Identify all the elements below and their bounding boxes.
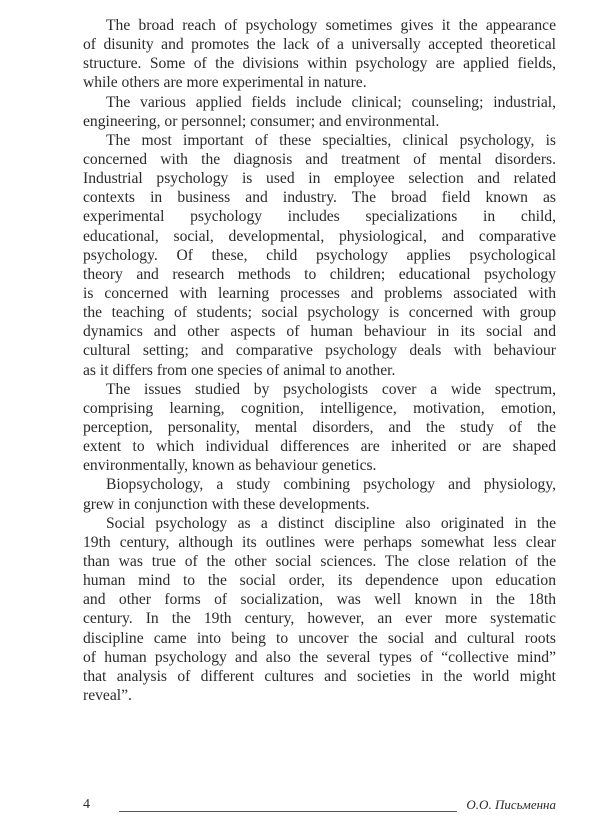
- text-line: extent to which individual differences are inherited or are shaped: [83, 438, 556, 456]
- text-line: of human psychology and also the several types of “collective mind”: [83, 648, 556, 666]
- text-line: discipline came into being to uncover the social and cultural roots: [83, 629, 556, 647]
- paragraph: [83, 93, 556, 131]
- paragraph: [83, 380, 556, 476]
- text-line: structure. Some of the divisions within psychology are applied fields,: [83, 55, 556, 73]
- paragraph: [83, 514, 556, 705]
- page-number: 4: [83, 797, 90, 812]
- paragraph: [83, 131, 556, 380]
- footer-divider: [119, 811, 457, 812]
- text-line: The issues studied by psychologists cover a wide spectrum,: [106, 380, 556, 398]
- text-line: contexts in business and industry. The broad field known as: [83, 189, 556, 207]
- text-line: psychology. Of these, child psychology applies psychological: [83, 246, 556, 264]
- text-line: and other forms of socialization, was well known in the 18th: [83, 591, 556, 609]
- text-line: reveal”.: [83, 686, 132, 704]
- body-text: [83, 16, 556, 705]
- text-line: experimental psychology includes specializations in child,: [83, 208, 556, 226]
- page-footer: [83, 797, 556, 817]
- text-line: environmentally, known as behaviour genetics.: [83, 457, 377, 475]
- text-line: theory and research methods to children; educational psychology: [83, 265, 556, 283]
- footer-author: О.О. Письменна: [466, 797, 556, 812]
- text-line: Biopsychology, a study combining psychology and physiology,: [106, 476, 556, 494]
- text-line: as it differs from one species of animal to another.: [83, 361, 396, 379]
- text-line: 19th century, although its outlines were perhaps somewhat less clear: [83, 533, 556, 551]
- text-line: educational, social, developmental, physiological, and comparative: [83, 227, 556, 245]
- text-line: comprising learning, cognition, intelligence, motivation, emotion,: [83, 399, 556, 417]
- text-line: engineering, or personnel; consumer; and environmental.: [83, 112, 440, 130]
- text-line: century. In the 19th century, however, an ever more systematic: [83, 610, 556, 628]
- text-line: concerned with the diagnosis and treatment of mental disorders.: [83, 150, 556, 168]
- text-line: the teaching of students; social psychology is concerned with group: [83, 304, 556, 322]
- text-line: that analysis of different cultures and societies in the world might: [83, 667, 556, 685]
- text-line: of disunity and promotes the lack of a universally accepted theoretical: [83, 36, 556, 54]
- text-line: is concerned with learning processes and problems associated with: [83, 284, 556, 302]
- text-line: perception, personality, mental disorders, and the study of the: [83, 418, 556, 436]
- text-line: The various applied fields include clinical; counseling; industrial,: [106, 93, 556, 111]
- paragraph: [83, 475, 556, 513]
- text-line: while others are more experimental in nature.: [83, 74, 367, 92]
- text-line: than was true of the other social sciences. The close relation of the: [83, 552, 556, 570]
- text-line: human mind to the social order, its dependence upon education: [83, 572, 556, 590]
- text-line: grew in conjunction with these developments.: [83, 495, 370, 513]
- paragraph: [83, 16, 556, 93]
- text-line: The most important of these specialties, clinical psychology, is: [106, 131, 556, 149]
- text-line: Industrial psychology is used in employee selection and related: [83, 170, 556, 188]
- text-line: cultural setting; and comparative psychology deals with behaviour: [83, 342, 556, 360]
- text-line: dynamics and other aspects of human behaviour in its social and: [83, 323, 556, 341]
- text-line: The broad reach of psychology sometimes gives it the appearance: [106, 17, 556, 34]
- text-line: Social psychology as a distinct discipline also originated in the: [106, 514, 556, 532]
